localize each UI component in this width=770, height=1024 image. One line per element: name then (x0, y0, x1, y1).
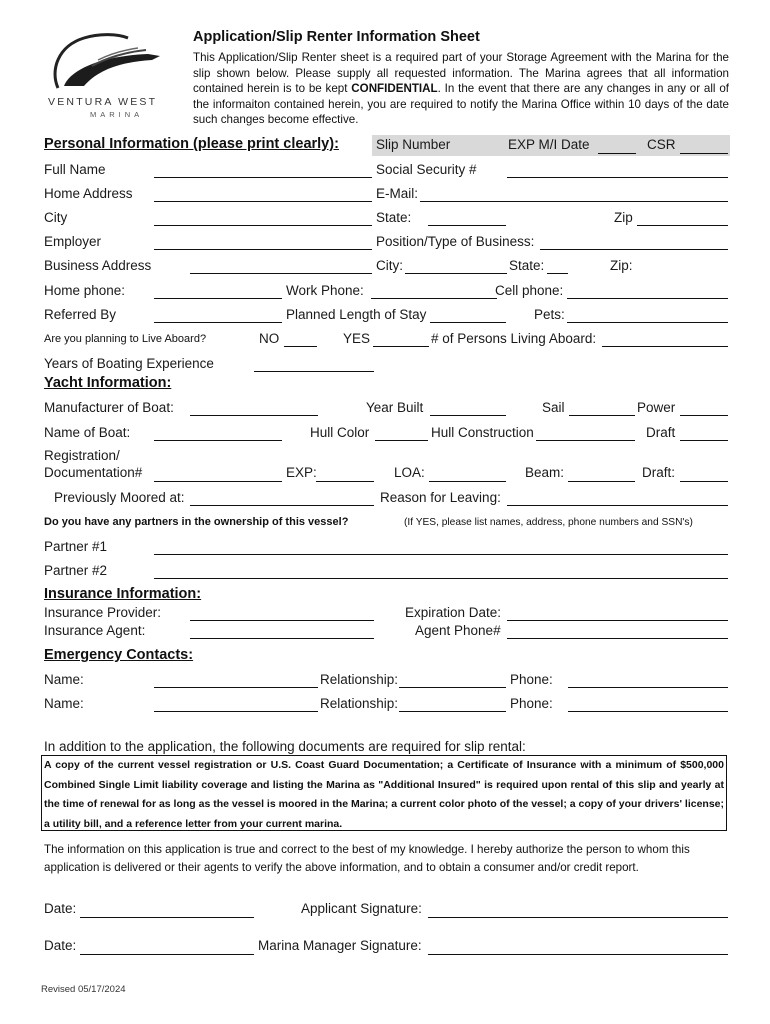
intro-text-post: . In the event that there are any changes in any or all of the informaiton contained herein, you are required to notify the Marina Office within 10 days of the date such changes become effective. (193, 82, 729, 127)
yacht-heading: Yacht Information: (44, 375, 172, 391)
reason-leaving-label: Reason for Leaving: (380, 490, 501, 505)
draft2-label: Draft: (642, 465, 676, 480)
business-address-field[interactable] (190, 273, 372, 274)
email-field[interactable] (420, 201, 728, 202)
ssn-field[interactable] (507, 177, 728, 178)
exp-label: EXP: (286, 465, 317, 480)
home-phone-field[interactable] (154, 298, 282, 299)
cell-phone-field[interactable] (567, 298, 728, 299)
business-city-label: City: (376, 258, 403, 273)
agent-phone-field[interactable] (507, 638, 728, 639)
live-aboard-no-label: NO (259, 331, 280, 346)
planned-length-field[interactable] (430, 322, 506, 323)
ssn-label: Social Security # (376, 162, 477, 177)
home-address-label: Home Address (44, 186, 133, 201)
manager-signature-label: Marina Manager Signature: (258, 938, 422, 953)
email-label: E-Mail: (376, 186, 419, 201)
manufacturer-label: Manufacturer of Boat: (44, 400, 174, 415)
business-zip-label: Zip: (610, 258, 633, 273)
home-address-field[interactable] (154, 201, 372, 202)
state-label: State: (376, 210, 412, 225)
boat-name-field[interactable] (154, 440, 282, 441)
home-phone-label: Home phone: (44, 283, 126, 298)
insurance-provider-label: Insurance Provider: (44, 605, 162, 620)
partner1-field[interactable] (154, 554, 728, 555)
emergency-name2-label: Name: (44, 696, 84, 711)
employer-field[interactable] (154, 249, 372, 250)
partners-note: (If YES, please list names, address, phone numbers and SSN's) (404, 517, 693, 528)
required-docs-notice: A copy of the current vessel registration or U.S. Coast Guard Documentation; a Certificate of Insurance with a minimum of $500,000 Combined Single Limit liability coverage and listing the Marina as "Additional Insured" is required upon rental of this slip and yearly at the time of renewal for as long as the vessel is moored in the Marina; a current color photo of the vessel; a copy of your drivers' license; a utility bill, and a reference letter from your current marina. (41, 755, 727, 831)
city-field[interactable] (154, 225, 372, 226)
work-phone-label: Work Phone: (286, 283, 364, 298)
exp-field[interactable] (316, 481, 374, 482)
marina-logo (40, 30, 180, 122)
loa-label: LOA: (394, 465, 425, 480)
position-label: Position/Type of Business: (376, 234, 535, 249)
live-aboard-question: Are you planning to Live Aboard? (44, 333, 207, 345)
year-built-field[interactable] (430, 415, 506, 416)
emergency-phone1-field[interactable] (568, 687, 728, 688)
docs-intro: In addition to the application, the following documents are required for slip rental: (44, 739, 526, 754)
full-name-label: Full Name (44, 162, 106, 177)
registration-field[interactable] (154, 481, 282, 482)
expiration-date-field[interactable] (507, 620, 728, 621)
referred-by-label: Referred By (44, 307, 117, 322)
persons-aboard-label: # of Persons Living Aboard: (431, 331, 597, 346)
logo-sub: MARINA (90, 110, 144, 119)
pets-field[interactable] (567, 322, 728, 323)
prev-moored-field[interactable] (190, 505, 374, 506)
persons-aboard-field[interactable] (602, 346, 728, 347)
emergency-heading: Emergency Contacts: (44, 647, 194, 663)
emergency-name1-label: Name: (44, 672, 84, 687)
power-field[interactable] (680, 415, 728, 416)
insurance-agent-label: Insurance Agent: (44, 623, 146, 638)
partner2-field[interactable] (154, 578, 728, 579)
pets-label: Pets: (534, 307, 565, 322)
date2-field[interactable] (80, 954, 254, 955)
registration-label-line2: Documentation# (44, 465, 143, 480)
live-aboard-yes-label: YES (343, 331, 371, 346)
live-aboard-no-field[interactable] (284, 346, 317, 347)
zip-field[interactable] (637, 225, 728, 226)
year-built-label: Year Built (366, 400, 424, 415)
city-label: City (44, 210, 68, 225)
date1-label: Date: (44, 901, 77, 916)
csr-field[interactable] (680, 153, 728, 154)
business-address-label: Business Address (44, 258, 152, 273)
insurance-heading: Insurance Information: (44, 586, 202, 602)
employer-label: Employer (44, 234, 102, 249)
draft-field[interactable] (680, 440, 728, 441)
emergency-rel1-label: Relationship: (320, 672, 399, 687)
business-city-field[interactable] (405, 273, 507, 274)
manager-signature-field[interactable] (428, 954, 728, 955)
hull-construction-field[interactable] (536, 440, 635, 441)
exp-date-field[interactable] (598, 153, 636, 154)
draft-label: Draft (646, 425, 676, 440)
date1-field[interactable] (80, 917, 254, 918)
prev-moored-label: Previously Moored at: (54, 490, 185, 505)
applicant-signature-field[interactable] (428, 917, 728, 918)
emergency-phone2-label: Phone: (510, 696, 553, 711)
cell-phone-label: Cell phone: (495, 283, 564, 298)
boat-name-label: Name of Boat: (44, 425, 131, 440)
power-label: Power (637, 400, 676, 415)
reason-leaving-field[interactable] (507, 505, 728, 506)
boat-logo-icon (40, 30, 180, 96)
expiration-date-label: Expiration Date: (405, 605, 502, 620)
partner2-label: Partner #2 (44, 563, 108, 578)
exp-date-label: EXP M/I Date (508, 137, 590, 152)
referred-by-field[interactable] (154, 322, 282, 323)
csr-label: CSR (647, 137, 676, 152)
live-aboard-yes-field[interactable] (373, 346, 429, 347)
emergency-rel2-label: Relationship: (320, 696, 399, 711)
sail-label: Sail (542, 400, 565, 415)
emergency-rel2-field[interactable] (399, 711, 506, 712)
sail-field[interactable] (569, 415, 635, 416)
slip-number-label: Slip Number (376, 137, 451, 152)
beam-label: Beam: (525, 465, 565, 480)
authorization-text: The information on this application is true and correct to the best of my knowledge. I hereby authorize the person to whom this application is delivered or their agents to verify the above information, and to obtain a consumer and/or credit report. (44, 843, 690, 874)
hull-color-label: Hull Color (310, 425, 370, 440)
logo-brand: VENTURA WEST (48, 96, 158, 108)
loa-field[interactable] (429, 481, 506, 482)
agent-phone-label: Agent Phone# (415, 623, 501, 638)
years-boating-field[interactable] (254, 371, 374, 372)
manufacturer-field[interactable] (190, 415, 318, 416)
business-state-field[interactable] (547, 273, 568, 274)
insurance-agent-field[interactable] (190, 638, 374, 639)
emergency-name1-field[interactable] (154, 687, 318, 688)
planned-length-label: Planned Length of Stay (286, 307, 427, 322)
business-state-label: State: (509, 258, 545, 273)
hull-construction-label: Hull Construction (431, 425, 534, 440)
intro-confidential: CONFIDENTIAL (351, 82, 438, 96)
partners-question: Do you have any partners in the ownership of this vessel? (44, 516, 349, 528)
draft2-field[interactable] (680, 481, 728, 482)
intro-text-pre: This Application/Slip Renter sheet is a required part of your Storage Agreement with the Marina for the slip shown below. Please supply all requested information. The Marina agrees that all information contained herein is to be kept (193, 51, 729, 96)
years-boating-label: Years of Boating Experience (44, 356, 214, 371)
applicant-signature-label: Applicant Signature: (301, 901, 422, 916)
full-name-field[interactable] (154, 177, 372, 178)
emergency-name2-field[interactable] (154, 711, 318, 712)
registration-label-line1: Registration/ (44, 448, 120, 463)
emergency-rel1-field[interactable] (399, 687, 506, 688)
page-title: Application/Slip Renter Information Sheet (193, 29, 480, 45)
emergency-phone2-field[interactable] (568, 711, 728, 712)
state-field[interactable] (428, 225, 506, 226)
emergency-phone1-label: Phone: (510, 672, 553, 687)
position-field[interactable] (540, 249, 728, 250)
zip-label: Zip (614, 210, 633, 225)
personal-heading: Personal Information (please print clearly): (44, 136, 339, 152)
revised-date: Revised 05/17/2024 (41, 984, 126, 995)
beam-field[interactable] (568, 481, 635, 482)
partner1-label: Partner #1 (44, 539, 108, 554)
intro-paragraph (193, 50, 729, 128)
hull-color-field[interactable] (375, 440, 428, 441)
work-phone-field[interactable] (371, 298, 497, 299)
insurance-provider-field[interactable] (190, 620, 374, 621)
date2-label: Date: (44, 938, 77, 953)
